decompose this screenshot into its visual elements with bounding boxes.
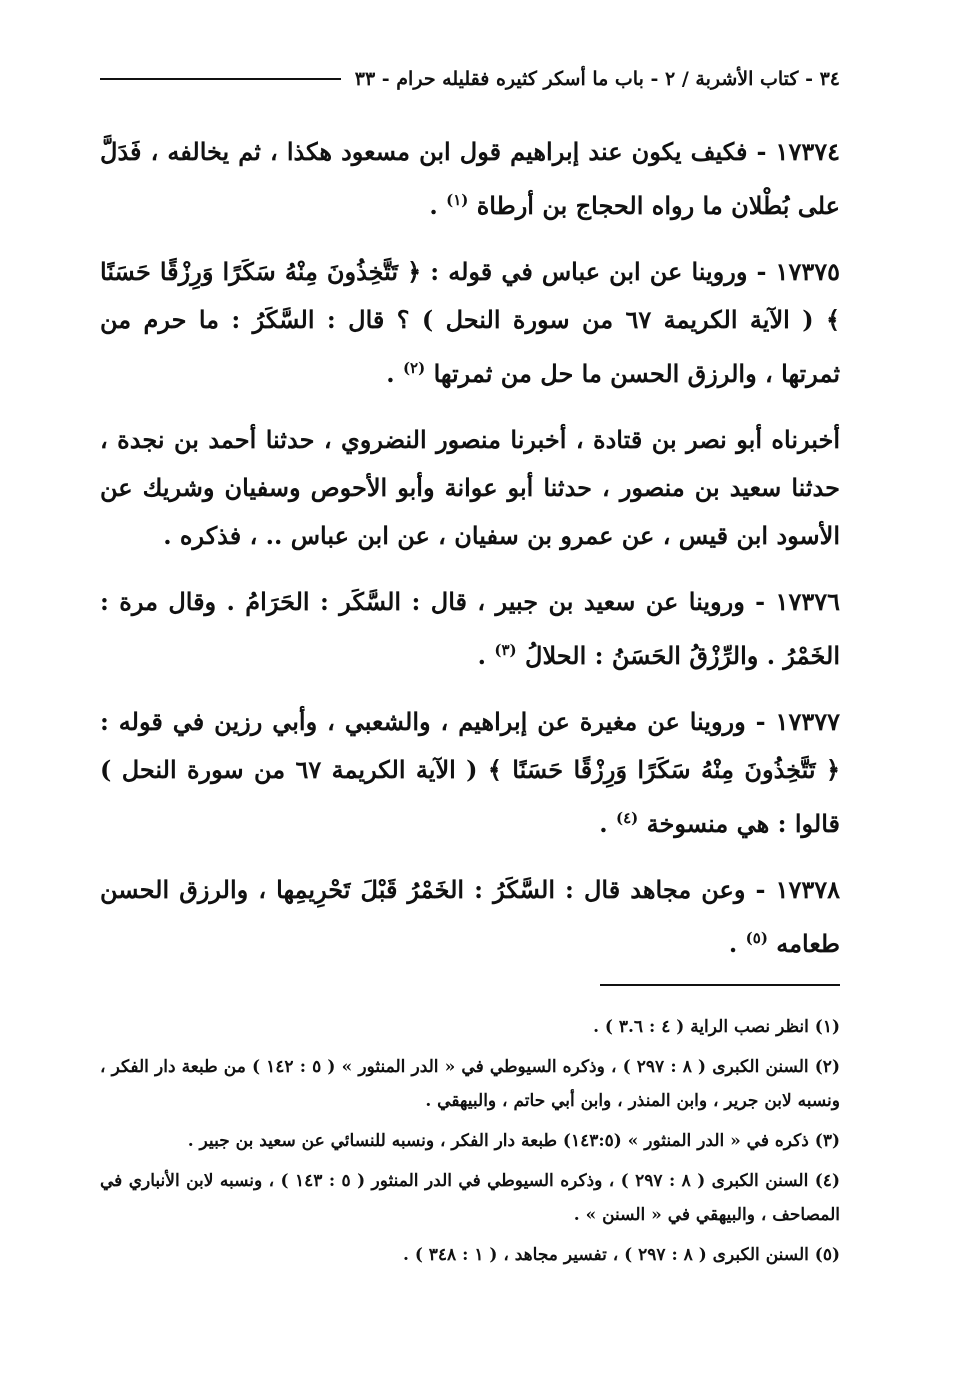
- hadith-number: ١٧٣٧٧: [775, 707, 840, 736]
- paragraph-isnad: [100, 416, 840, 560]
- paragraph-end: .: [429, 191, 447, 220]
- hadith-number: ١٧٣٧٨: [775, 875, 841, 904]
- footnote-1: (١) انظر نصب الراية ( ٤ : ٣.٦ ) .: [593, 1017, 840, 1037]
- paragraph-end: .: [599, 809, 616, 838]
- paragraph-end: .: [386, 359, 403, 388]
- paragraph-text: - وعن مجاهد قال : السَّكَرُ : الخَمْرُ قَبْلَ تَحْرِيمِها ، والرزق الحسن طعامه: [100, 875, 840, 958]
- paragraph-17378: [100, 866, 840, 968]
- paragraph-text: - وروينا عن سعيد بن جبير ، قال : السَّكَر : الحَرَامُ . وقال مرة : الخَمْرُ . والرِّزْقُ الحَسَنُ : الحلالُ: [100, 587, 840, 670]
- footnote-ref[interactable]: (١): [446, 191, 469, 209]
- paragraph-text: أخبرناه أبو نصر بن قتادة ، أخبرنا منصور النضروي ، حدثنا أحمد بن نجدة ، حدثنا سعيد بن منصور ، حدثنا أبو عوانة وأبو الأحوص وسفيان وشريك عن الأسود ابن قيس ، عن عمرو بن سفيان ، عن ابن عباس .. ، فذكره .: [100, 425, 840, 550]
- main-text: [100, 128, 840, 986]
- paragraph-text: - وروينا عن مغيرة عن إبراهيم ، والشعبي ، وأبي رزين في قوله : ﴿ تَتَّخِذُونَ مِنْهُ سَكَرًا وَرِزْقًا حَسَنًا ﴾ ( الآية الكريمة ٦٧ من سورة النحل ) قالوا : هي منسوخة: [100, 707, 841, 838]
- footnote-ref[interactable]: (٥): [745, 929, 768, 947]
- running-header: [100, 68, 840, 90]
- footnote-ref[interactable]: (٢): [402, 359, 426, 377]
- paragraph-text: - وروينا عن ابن عباس في قوله : ﴿ تَتَّخِذُونَ مِنْهُ سَكَرًا وَرِزْقًا حَسَنًا ﴾ ( الآية الكريمة ٦٧ من سورة النحل ) ؟ قال : السَّكَرُ : ما حرم من ثمرتها ، والرزق الحسن ما حل من ثمرتها: [100, 257, 841, 388]
- paragraph-17374: [100, 128, 840, 230]
- hadith-number: ١٧٣٧٦: [775, 587, 840, 616]
- paragraph-17375: [100, 248, 840, 398]
- footnote-3: (٣) ذكره في « الدر المنثور » (١٤٣:٥) طبعة دار الفكر ، ونسبه للنسائي عن سعيد بن جبير .: [187, 1131, 840, 1151]
- footnote-5: (٥) السنن الكبرى ( ٨ : ٢٩٧ ) ، تفسير مجاهد ، ( ١ : ٣٤٨ ) .: [402, 1245, 840, 1265]
- footnote-4: (٤) السنن الكبرى ( ٨ : ٢٩٧ ) ، وذكره السيوطي في الدر المنثور ( ٥ : ١٤٣ ) ، ونسبه لابن الأنباري في المصاحف ، والبيهقي في « السنن » .: [100, 1171, 840, 1225]
- paragraph-end: .: [728, 929, 746, 958]
- hadith-number: ١٧٣٧٤: [775, 137, 840, 166]
- paragraph-17377: [100, 698, 840, 848]
- footnote-ref[interactable]: (٣): [494, 641, 517, 659]
- header-rule: [100, 78, 341, 80]
- paragraph-17376: [100, 578, 840, 680]
- header-title: ٣٤ - كتاب الأشربة / ٢ - باب ما أسكر كثيره فقليله حرام - ٣٣: [354, 68, 840, 90]
- paragraph-end: .: [477, 641, 495, 670]
- paragraph-text: - فكيف يكون عند إبراهيم قول ابن مسعود هكذا ، ثم يخالفه ، فَدَلَّ على بُطْلان ما رواه الحجاج بن أرطاة: [100, 137, 840, 220]
- footnote-divider: [600, 984, 840, 986]
- hadith-number: ١٧٣٧٥: [775, 257, 840, 286]
- footnotes: [100, 1010, 840, 1278]
- footnote-ref[interactable]: (٤): [616, 809, 639, 827]
- footnote-2: (٢) السنن الكبرى ( ٨ : ٢٩٧ ) ، وذكره السيوطي في « الدر المنثور » ( ٥ : ١٤٢ ) من طبعة دار الفكر ، ونسبه لابن جرير ، وابن المنذر ، وابن أبي حاتم ، والبيهقي .: [100, 1057, 840, 1111]
